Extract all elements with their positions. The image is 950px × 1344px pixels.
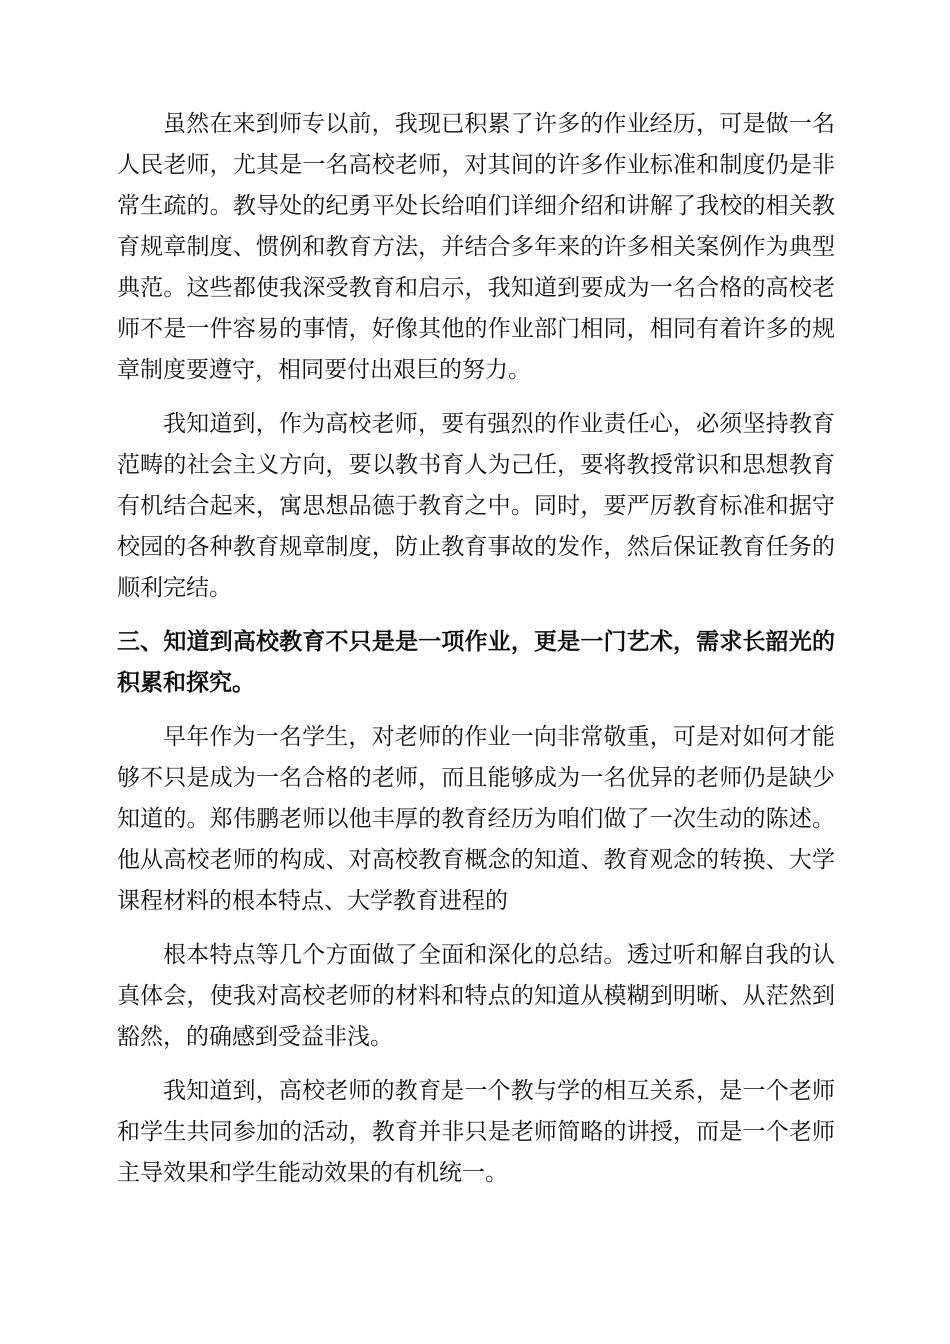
section-heading-three: 三、知道到高校教育不只是是一项作业，更是一门艺术，需求长韶光的积累和探究。 (117, 629, 835, 696)
paragraph-teaching-relationship: 我知道到，高校老师的教育是一个教与学的相互关系，是一个老师和学生共同参加的活动，教育并非只是老师简略的讲授，而是一个老师主导效果和学生能动效果的有机统一。 (117, 1078, 835, 1186)
paragraph-teacher-responsibility: 我知道到，作为高校老师，要有强烈的作业责任心，必须坚持教育范畴的社会主义方向，要以教书育人为己任，要将教授常识和思想教育有机结合起来，寓思想品德于教育之中。同时，要严厉教育标准和据守校园的各种教育规章制度，防止教育事故的发作，然后保证教育任务的顺利完结。 (117, 411, 835, 601)
paragraph-teaching-experience: 早年作为一名学生，对老师的作业一向非常敬重，可是对如何才能够不只是成为一名合格的老师，而且能够成为一名优异的老师仍是缺少知道的。郑伟鹏老师以他丰厚的教育经历为咱们做了一次生动的陈述。他从高校老师的构成、对高校教育概念的知道、教育观念的转换、大学课程材料的根本特点、大学教育进程的 (117, 724, 835, 914)
paragraph-teaching-rules: 虽然在来到师专以前，我现已积累了许多的作业经历，可是做一名人民老师，尤其是一名高校老师，对其间的许多作业标准和制度仍是非常生疏的。教导处的纪勇平处长给咱们详细介绍和讲解了我校的相关教育规章制度、惯例和教育方法，并结合多年来的许多相关案例作为典型典范。这些都使我深受教育和启示，我知道到要成为一名合格的高校老师不是一件容易的事情，好像其他的作业部门相同，相同有着许多的规章制度要遵守，相同要付出艰巨的努力。 (117, 111, 835, 383)
document-body (117, 104, 835, 1207)
paragraph-summary: 根本特点等几个方面做了全面和深化的总结。透过听和解自我的认真体会，使我对高校老师的材料和特点的知道从模糊到明晰、从茫然到豁然，的确感到受益非浅。 (117, 942, 835, 1050)
